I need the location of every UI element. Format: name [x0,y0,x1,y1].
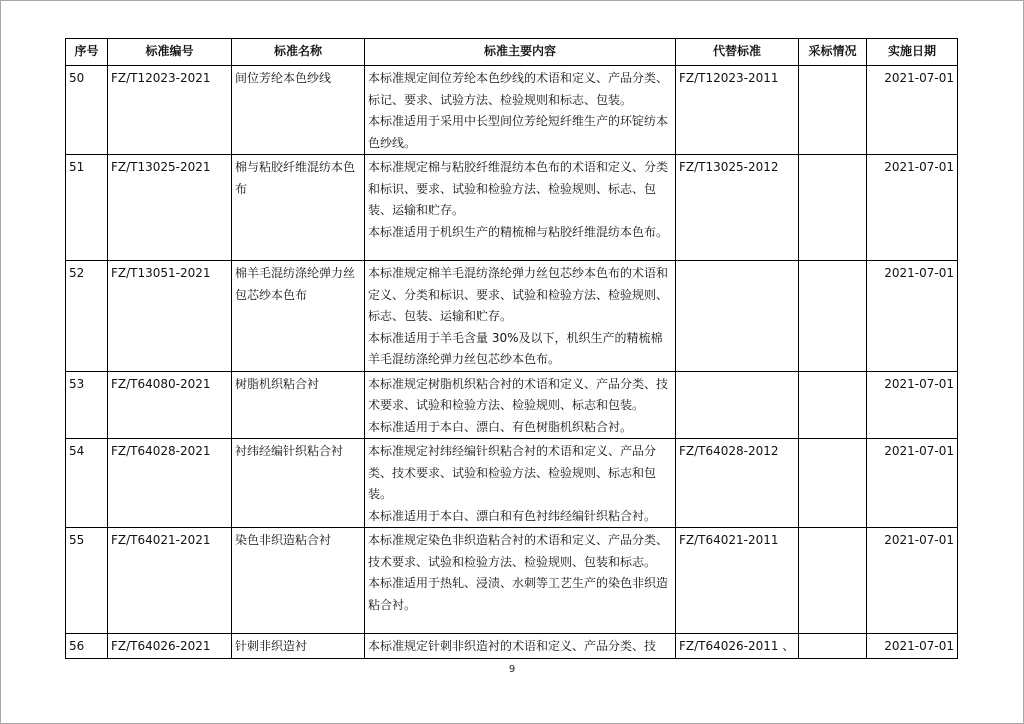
cell-no: 56 [66,634,108,659]
cell-adoption [799,439,867,528]
content-paragraph: 本标准规定树脂机织粘合衬的术语和定义、产品分类、技术要求、试验和检验方法、检验规则、标志和包装。 [368,376,669,412]
header-name: 标准名称 [232,39,365,66]
cell-replaces: FZ/T64028-2012 [676,439,799,528]
cell-date: 2021-07-01 [867,634,958,659]
cell-content [365,155,676,261]
content-paragraph: 本标准规定棉羊毛混纺涤纶弹力丝包芯纱本色布的术语和定义、分类和标识、要求、试验和检验方法、检验规则、标志、包装、运输和贮存。 [368,266,669,323]
cell-code: FZ/T13025-2021 [108,155,232,261]
cell-date: 2021-07-01 [867,261,958,372]
cell-content [365,66,676,155]
header-no: 序号 [66,39,108,66]
cell-content [365,371,676,439]
cell-no: 54 [66,439,108,528]
content-paragraph: 本标准规定棉与粘胶纤维混纺本色布的术语和定义、分类和标识、要求、试验和检验方法、检验规则、标志、包装、运输和贮存。 [368,160,669,217]
content-paragraph: 本标准规定针刺非织造衬的术语和定义、产品分类、技 [368,639,657,653]
table-row [66,66,958,155]
cell-no: 52 [66,261,108,372]
cell-content [365,634,676,659]
cell-replaces [676,371,799,439]
cell-replaces: FZ/T64026-2011 、 [676,634,799,659]
header-adoption: 采标情况 [799,39,867,66]
table-row [66,439,958,528]
cell-replaces: FZ/T64021-2011 [676,528,799,634]
content-paragraph: 本标准适用于羊毛含量 30%及以下，机织生产的精梳棉羊毛混纺涤纶弹力丝包芯纱本色布。 [368,330,663,366]
content-paragraph: 本标准规定衬纬经编针织粘合衬的术语和定义、产品分类、技术要求、试验和检验方法、检验规则、标志和包装。 [368,444,657,501]
cell-replaces [676,261,799,372]
content-paragraph: 本标准规定间位芳纶本色纱线的术语和定义、产品分类、标记、要求、试验方法、检验规则和标志、包装。 [368,71,669,107]
page-number: 9 [508,664,516,675]
cell-replaces: FZ/T13025-2012 [676,155,799,261]
cell-replaces: FZ/T12023-2011 [676,66,799,155]
cell-adoption [799,155,867,261]
cell-adoption [799,634,867,659]
table-header-row [66,39,958,66]
cell-no: 53 [66,371,108,439]
header-content: 标准主要内容 [365,39,676,66]
cell-content [365,528,676,634]
cell-date: 2021-07-01 [867,155,958,261]
cell-date: 2021-07-01 [867,528,958,634]
cell-adoption [799,261,867,372]
content-paragraph: 本标准适用于本白、漂白和有色衬纬经编针织粘合衬。 [368,508,657,523]
content-paragraph: 本标准适用于本白、漂白、有色树脂机织粘合衬。 [368,419,633,434]
cell-name: 衬纬经编针织粘合衬 [232,439,365,528]
cell-code: FZ/T12023-2021 [108,66,232,155]
cell-no: 55 [66,528,108,634]
cell-name: 棉与粘胶纤维混纺本色布 [232,155,365,261]
table-row [66,634,958,659]
header-replaces: 代替标准 [676,39,799,66]
cell-code: FZ/T64080-2021 [108,371,232,439]
standards-table [65,38,958,659]
table-row [66,528,958,634]
cell-content [365,261,676,372]
cell-code: FZ/T64028-2021 [108,439,232,528]
cell-adoption [799,528,867,634]
cell-name: 间位芳纶本色纱线 [232,66,365,155]
cell-no: 50 [66,66,108,155]
cell-date: 2021-07-01 [867,371,958,439]
cell-name: 针刺非织造衬 [232,634,365,659]
table-row [66,155,958,261]
table-row [66,261,958,372]
header-code: 标准编号 [108,39,232,66]
content-paragraph: 本标准适用于机织生产的精梳棉与粘胶纤维混纺本色布。 [368,224,669,239]
content-paragraph: 本标准规定染色非织造粘合衬的术语和定义、产品分类、技术要求、试验和检验方法、检验规则、包装和标志。 [368,533,669,569]
cell-code: FZ/T13051-2021 [108,261,232,372]
table-row [66,371,958,439]
cell-adoption [799,371,867,439]
cell-adoption [799,66,867,155]
content-paragraph: 本标准适用于采用中长型间位芳纶短纤维生产的环锭纺本色纱线。 [368,114,669,150]
cell-content [365,439,676,528]
cell-no: 51 [66,155,108,261]
content-paragraph: 本标准适用于热轧、浸渍、水刺等工艺生产的染色非织造粘合衬。 [368,576,669,612]
cell-name: 棉羊毛混纺涤纶弹力丝包芯纱本色布 [232,261,365,372]
cell-name: 染色非织造粘合衬 [232,528,365,634]
cell-date: 2021-07-01 [867,66,958,155]
cell-name: 树脂机织粘合衬 [232,371,365,439]
header-date: 实施日期 [867,39,958,66]
cell-code: FZ/T64026-2021 [108,634,232,659]
cell-code: FZ/T64021-2021 [108,528,232,634]
cell-date: 2021-07-01 [867,439,958,528]
